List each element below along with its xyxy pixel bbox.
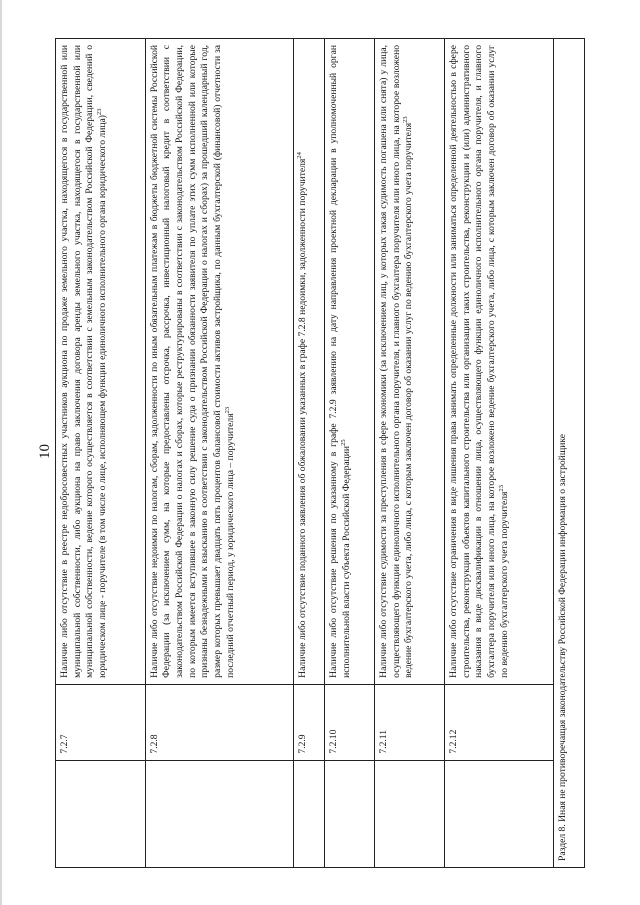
- empty-cell: [445, 760, 554, 867]
- row-text: Наличие либо отсутствие недоимки по налогам, сборам, задолженности по иным обязательным платежам в бюджеты бюджетной системы Российской Федерации (за исключением сумм, на которые предоставлены отсрочка, рассрочка, инвестиционный налоговый кредит в соответствии с законодательством Российской Федерации о налогах и сборах, которые реструктурированы в соответствии с законодательством Российской Федерации, по которым имеется вступившее в законную силу решение суда о признании обязанности заявителя по уплате этих сумм исполненной или которые признаны безнадежными к взысканию в соответствии с законодательством Российской Федерации о налогах и сборах) за прошедший календарный год, размер которых превышает двадцать пять процентов балансовой стоимости активов застройщика, по данным бухгалтерской (финансовой) отчетности за последний отчетный период, у юридического лица – поручителя$^{23}$: [145, 38, 294, 684]
- page-number: 10: [37, 444, 53, 459]
- row-code: 7.2.9: [294, 684, 325, 760]
- row-text: Наличие либо отсутствие решения по указанному в графе 7.2.9 заявлению на дату направления проектной декларации в уполномоченный орган исполнительной власти субъекта Российской Федерации$^{25}$: [324, 38, 374, 684]
- row-text: Наличие либо отсутствие судимости за преступления в сфере экономики (за исключением лиц, у которых такая судимость погашена или снята) у лица, осуществляющего функции единоличного исполнительного органа поручителя, и главного бухгалтера поручителя или иного лица, на которое возложено ведение бухгалтерского учета, либо лица, с которым заключен договор об оказании услуг по ведению бухгалтерского учета поручителя$^{23}$: [375, 38, 445, 684]
- rotated-document-table: [55, 38, 585, 868]
- table-row: [56, 38, 146, 867]
- empty-cell: [324, 760, 374, 867]
- table-row: [445, 38, 554, 867]
- section-row: [554, 38, 585, 867]
- empty-cell: [375, 760, 445, 867]
- row-text: Наличие либо отсутствие поданного заявления об обжаловании указанных в графе 7.2.8 недоимки, задолженности поручителя$^{24}$: [294, 38, 325, 684]
- row-code: 7.2.8: [145, 684, 294, 760]
- empty-cell: [294, 760, 325, 867]
- table-row: [294, 38, 325, 867]
- row-code: 7.2.10: [324, 684, 374, 760]
- empty-cell: [145, 760, 294, 867]
- empty-cell: [56, 760, 146, 867]
- table-row: [145, 38, 294, 867]
- disclosure-table: [55, 38, 585, 868]
- row-code: 7.2.12: [445, 684, 554, 760]
- row-text: Наличие либо отсутствие ограничения в виде лишения права занимать определенные должности или заниматься определенной деятельностью в сфере строительства, реконструкции объектов капитального строительства или организации таких строительства, реконструкции и (или) административного наказания в виде дисквалификации в отношении лица, осуществляющего функции единоличного исполнительного органа поручителя, и главного бухгалтера поручителя или иного лица, на которое возложено ведение бухгалтерского учета, либо лица, с которым заключен договор об оказании услуг по ведению бухгалтерского учета поручителя$^{23}$: [445, 38, 554, 684]
- row-text: Наличие либо отсутствие в реестре недобросовестных участников аукциона по продаже земельного участка, находящегося в государственной или муниципальной собственности, либо аукциона на право заключения договора аренды земельного участка, находящегося в государственной или муниципальной собственности, ведение которого осуществляется в соответствии с земельным законодательством Российской Федерации, сведений о юридическом лице - поручителе (в том числе о лице, исполняющем функции единоличного исполнительного органа юридического лица)$^{23}$: [56, 38, 146, 684]
- row-code: 7.2.7: [56, 684, 146, 760]
- table-row: [375, 38, 445, 867]
- section-title: Раздел 8. Иная не противоречащая законодательству Российской Федерации информация о застройщике: [554, 38, 585, 867]
- table-row: [324, 38, 374, 867]
- row-code: 7.2.11: [375, 684, 445, 760]
